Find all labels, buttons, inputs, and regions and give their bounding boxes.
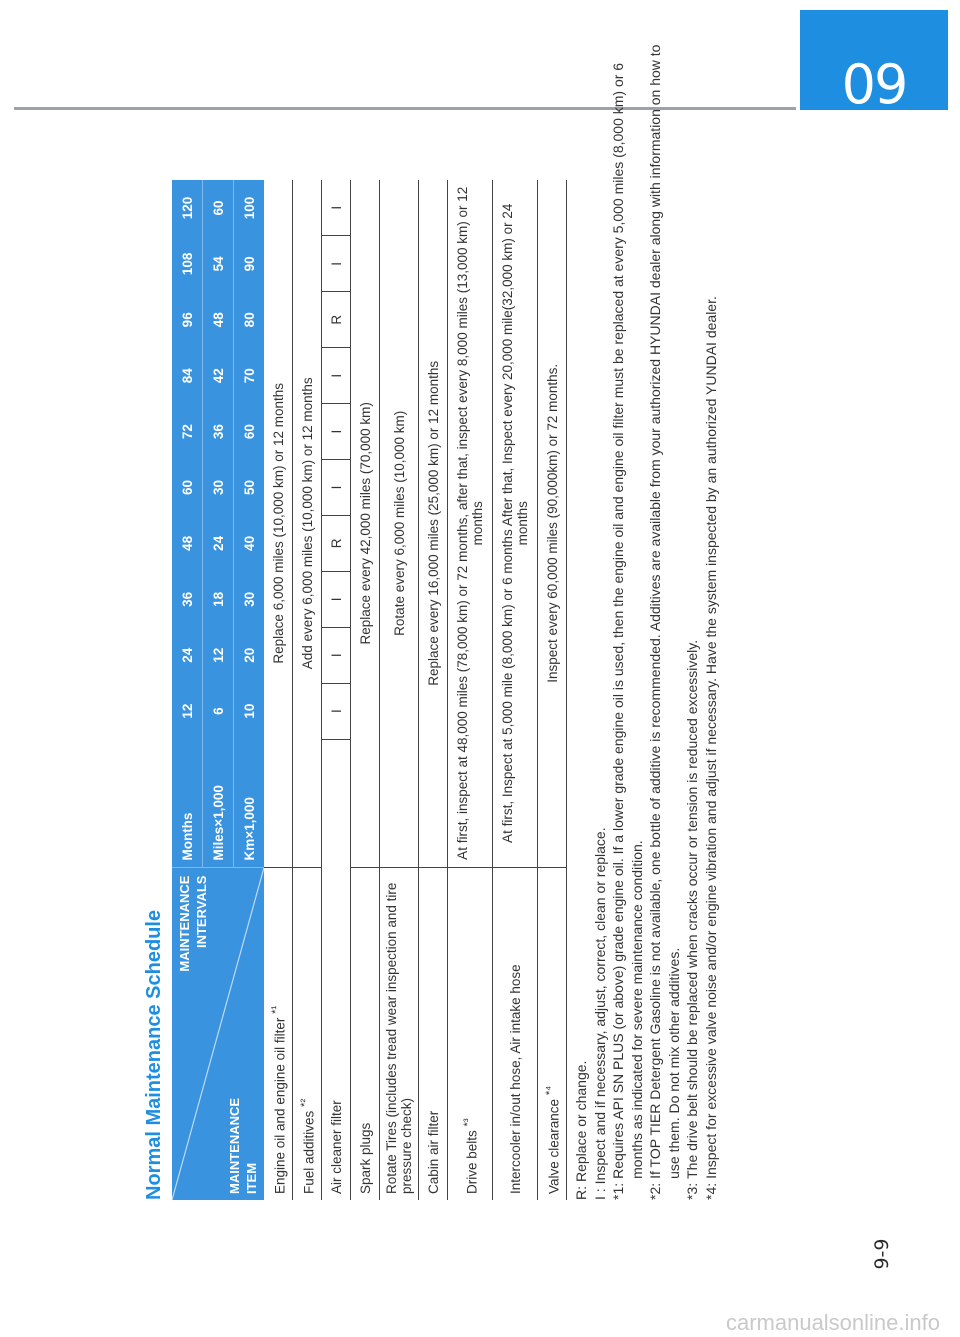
watermark: carmanualsonline.info [725, 1310, 940, 1335]
item-interval: At first, inspect at 48,000 miles (78,000 km) or 72 months, after that, inspect every 8,000 miles (13,000 km) or 12 months [448, 180, 493, 867]
unit-miles: Miles×1,000 [203, 739, 234, 867]
miles-value: 36 [203, 404, 234, 460]
months-value: 84 [172, 348, 203, 404]
months-value: 120 [172, 180, 203, 236]
months-value: 36 [172, 571, 203, 627]
schedule-cell: I [322, 404, 351, 460]
footnote: I : Inspect and if necessary, adjust, correct, clean or replace. [591, 827, 608, 1200]
miles-value: 54 [203, 236, 234, 292]
item-name: Rotate Tires (includes tread wear inspection and tire pressure check) [380, 867, 419, 1200]
table-row [448, 180, 493, 1200]
item-name: Intercooler in/out hose, Air intake hose [493, 867, 538, 1200]
schedule-cell: I [322, 683, 351, 739]
km-value: 10 [234, 683, 265, 739]
miles-value: 30 [203, 460, 234, 516]
months-value: 48 [172, 515, 203, 571]
table-row [380, 180, 419, 1200]
months-value: 72 [172, 404, 203, 460]
chapter-number: 09 [841, 53, 907, 116]
km-value: 80 [234, 292, 265, 348]
months-value: 60 [172, 460, 203, 516]
table-body [264, 180, 567, 1200]
table-header [172, 180, 264, 1200]
months-value: 96 [172, 292, 203, 348]
table-row [493, 180, 538, 1200]
item-interval: Rotate every 6,000 miles (10,000 km) [380, 180, 419, 867]
schedule-cell: I [322, 236, 351, 292]
page-number: 9-9 [871, 1238, 893, 1270]
km-value: 50 [234, 460, 265, 516]
months-value: 12 [172, 683, 203, 739]
item-interval: Inspect every 60,000 miles (90,000km) or 72 months. [538, 180, 567, 867]
km-value: 40 [234, 515, 265, 571]
table-row [293, 180, 322, 1200]
table-row [419, 180, 448, 1200]
footnote: R: Replace or change. [573, 1060, 589, 1200]
unit-km: Km×1,000 [234, 739, 265, 867]
miles-value: 48 [203, 292, 234, 348]
item-name: Valve clearance $^{*^4}$ [538, 867, 567, 1200]
km-value: 70 [234, 348, 265, 404]
footnote: *1: Requires API SN PLUS (or above) grade engine oil. If a lower grade engine oil is used, then the engine oil and engine oil filter must be replaced at every 5,000 miles (8,000 km) or 6 months as indicated for severe maintenance condition. [610, 62, 645, 1200]
miles-value: 12 [203, 627, 234, 683]
footnote: *2: If TOP TIER Detergent Gasoline is not available, one bottle of additive is recommended. Additives are available from your authorized HYUNDAI dealer along with information on how to use them. Do not mix other additives. [647, 44, 682, 1200]
header-corner-cell [172, 867, 264, 1200]
schedule-cell: I [322, 627, 351, 683]
miles-value: 6 [203, 683, 234, 739]
chapter-tab [800, 10, 948, 116]
schedule-cell: I [322, 571, 351, 627]
months-value: 108 [172, 236, 203, 292]
item-interval: Replace 6,000 miles (10,000 km) or 12 months [264, 180, 293, 867]
months-value: 24 [172, 627, 203, 683]
item-interval: Add every 6,000 miles (10,000 km) or 12 months [293, 180, 322, 867]
schedule-cell: R [322, 292, 351, 348]
table-row [538, 180, 567, 1200]
schedule-cell: I [322, 348, 351, 404]
item-name: Engine oil and engine oil filter $^{*^1}$ [264, 867, 293, 1200]
table-row [351, 180, 380, 1200]
item-name: Cabin air filter [419, 867, 448, 1200]
schedule-cell: R [322, 515, 351, 571]
intervals-label: MAINTENANCE INTERVALS [177, 875, 209, 972]
item-label: MAINTENANCE ITEM [227, 1097, 259, 1194]
footnote: *4: Inspect for excessive valve noise and/or engine vibration and adjust if necessary. Have the system inspected by an authorized YUNDAI dealer. [702, 296, 719, 1200]
unit-months: Months [172, 739, 203, 867]
item-interval: Replace every 16,000 miles (25,000 km) or 12 months [419, 180, 448, 867]
km-value: 100 [234, 180, 265, 236]
km-value: 60 [234, 404, 265, 460]
miles-value: 18 [203, 571, 234, 627]
miles-value: 24 [203, 515, 234, 571]
item-name: Fuel additives $^{*^2}$ [293, 867, 322, 1200]
schedule-cell: I [322, 460, 351, 516]
item-interval: At first, Inspect at 5,000 mile (8,000 km) or 6 months After that, Inspect every 20,000 mile(32,000 km) or 24 months [493, 180, 538, 867]
footnotes [572, 20, 720, 1200]
miles-value: 60 [203, 180, 234, 236]
km-value: 30 [234, 571, 265, 627]
table-row [322, 180, 351, 1200]
schedule-cell: I [322, 180, 351, 236]
rotated-content [140, 20, 770, 1200]
section-title: Normal Maintenance Schedule [143, 909, 165, 1200]
miles-value: 42 [203, 348, 234, 404]
item-name: Drive belts $^{*^3}$ [448, 867, 493, 1200]
item-name: Spark plugs [351, 867, 380, 1200]
item-interval: Replace every 42,000 miles (70,000 km) [351, 180, 380, 867]
km-value: 20 [234, 627, 265, 683]
table-row [264, 180, 293, 1200]
km-value: 90 [234, 236, 265, 292]
maintenance-schedule-table [172, 180, 567, 1200]
footnote: *3: The drive belt should be replaced when cracks occur or tension is reduced excessively. [684, 639, 700, 1200]
item-name: Air cleaner filter [322, 739, 351, 1200]
